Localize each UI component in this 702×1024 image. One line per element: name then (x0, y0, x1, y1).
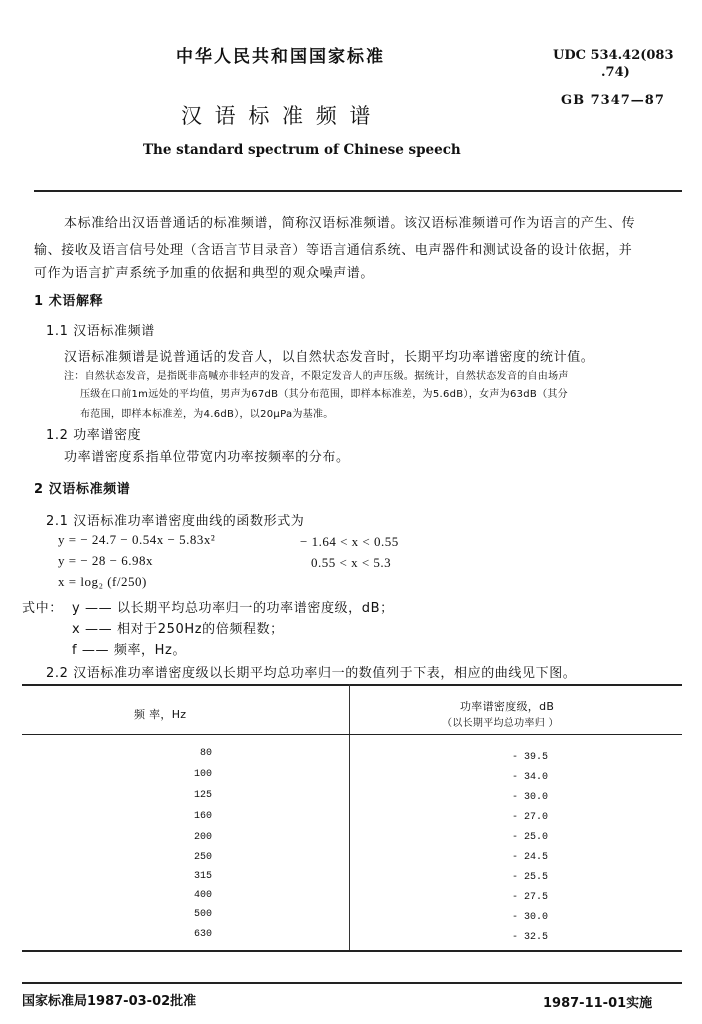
table-top-rule (22, 684, 682, 686)
equation-2-range: 0.55 < x < 5.3 (311, 555, 392, 570)
table-cell-level: - 39.5 (512, 752, 549, 763)
org-title: 中华人民共和国国家标准 (176, 47, 385, 67)
udc-code-continued: .74) (601, 65, 630, 80)
equation-1-range: − 1.64 < x < 0.55 (300, 534, 399, 549)
intro-line-1: 本标准给出汉语普通话的标准频谱，简称汉语标准频谱。该汉语标准频谱可作为语言的产生、传 (64, 216, 636, 231)
table-cell-frequency: 200 (193, 832, 212, 843)
section-1-2-text: 功率谱密度系指单位带宽内功率按频率的分布。 (64, 450, 350, 465)
intro-line-3: 可作为语言扩声系统予加重的依据和典型的观众噪声谱。 (34, 266, 375, 281)
table-cell-level: - 25.0 (512, 832, 549, 843)
table-cell-level: - 32.5 (512, 932, 549, 943)
footer-divider (22, 982, 682, 984)
effective-date: 1987-11-01实施 (543, 996, 653, 1011)
table-cell-frequency: 80 (199, 748, 212, 759)
table-cell-frequency: 100 (193, 769, 212, 780)
table-column-divider (349, 684, 350, 952)
note-line-2: 压级在口前1m远处的平均值，男声为67dB（其分布范围，即样本标准差，为5.6dB），女声为63dB（其分 (80, 389, 568, 400)
table-cell-frequency: 500 (193, 909, 212, 920)
table-cell-frequency: 630 (193, 929, 212, 940)
section-1-1-text: 汉语标准频谱是说普通话的发音人，以自然状态发音时，长期平均功率谱密度的统计值。 (64, 350, 595, 365)
table-cell-level: - 24.5 (512, 852, 549, 863)
table-cell-level: - 30.0 (512, 912, 549, 923)
table-header-frequency: 频 率，Hz (134, 708, 187, 721)
section-2-1-heading: 2.1 汉语标准功率谱密度曲线的函数形式为 (46, 514, 305, 529)
gb-number: GB 7347—87 (561, 93, 665, 108)
table-cell-frequency: 160 (193, 811, 212, 822)
table-cell-frequency: 400 (193, 890, 212, 901)
title-chinese: 汉 语 标 准 频 谱 (181, 104, 374, 128)
section-1-1-heading: 1.1 汉语标准频谱 (46, 324, 155, 339)
equation-2: y = − 28 − 6.98x (58, 553, 153, 568)
table-header-level: 功率谱密度级，dB (460, 700, 555, 713)
equation-1: y = − 24.7 − 0.54x − 5.83x² (58, 532, 216, 547)
spectrum-table (22, 684, 682, 952)
where-y: y —— 以长期平均总功率归一的功率谱密度级，dB； (72, 601, 394, 616)
table-header-level-note: （以长期平均总功率归 ） (442, 718, 559, 729)
header-divider (34, 190, 682, 192)
table-cell-level: - 25.5 (512, 872, 549, 883)
intro-line-2: 输、接收及语言信号处理（含语言节目录音）等语言通信系统、电声器件和测试设备的设计依据，并 (34, 243, 633, 258)
where-x: x —— 相对于250Hz的倍频程数； (72, 622, 284, 637)
table-cell-frequency: 315 (193, 871, 212, 882)
table-cell-level: - 30.0 (512, 792, 549, 803)
note-line-3: 布范围，即样本标准差，为4.6dB），以20μPa为基准。 (80, 409, 334, 420)
approval-date: 国家标准局1987-03-02批准 (22, 994, 197, 1009)
table-cell-level: - 34.0 (512, 772, 549, 783)
where-label: 式中： (22, 601, 63, 616)
table-bottom-rule (22, 950, 682, 952)
title-english: The standard spectrum of Chinese speech (143, 142, 461, 158)
section-2-heading: 2 汉语标准频谱 (34, 482, 131, 497)
note-line-1: 注：自然状态发音，是指既非高喊亦非轻声的发音，不限定发音人的声压级。据统计，自然状态发音的自由场声 (64, 371, 569, 382)
section-1-heading: 1 术语解释 (34, 294, 104, 309)
table-header-rule (22, 734, 682, 735)
section-2-2-text: 2.2 汉语标准功率谱密度级以长期平均总功率归一的数值列于下表，相应的曲线见下图。 (46, 666, 577, 681)
table-cell-frequency: 250 (193, 852, 212, 863)
equation-3: x = log₂ (f/250) (58, 574, 147, 589)
where-f: f —— 频率，Hz。 (72, 643, 187, 658)
table-cell-level: - 27.5 (512, 892, 549, 903)
table-cell-frequency: 125 (193, 790, 212, 801)
udc-code: UDC 534.42(083 (553, 48, 674, 63)
table-cell-level: - 27.0 (512, 812, 549, 823)
section-1-2-heading: 1.2 功率谱密度 (46, 428, 142, 443)
